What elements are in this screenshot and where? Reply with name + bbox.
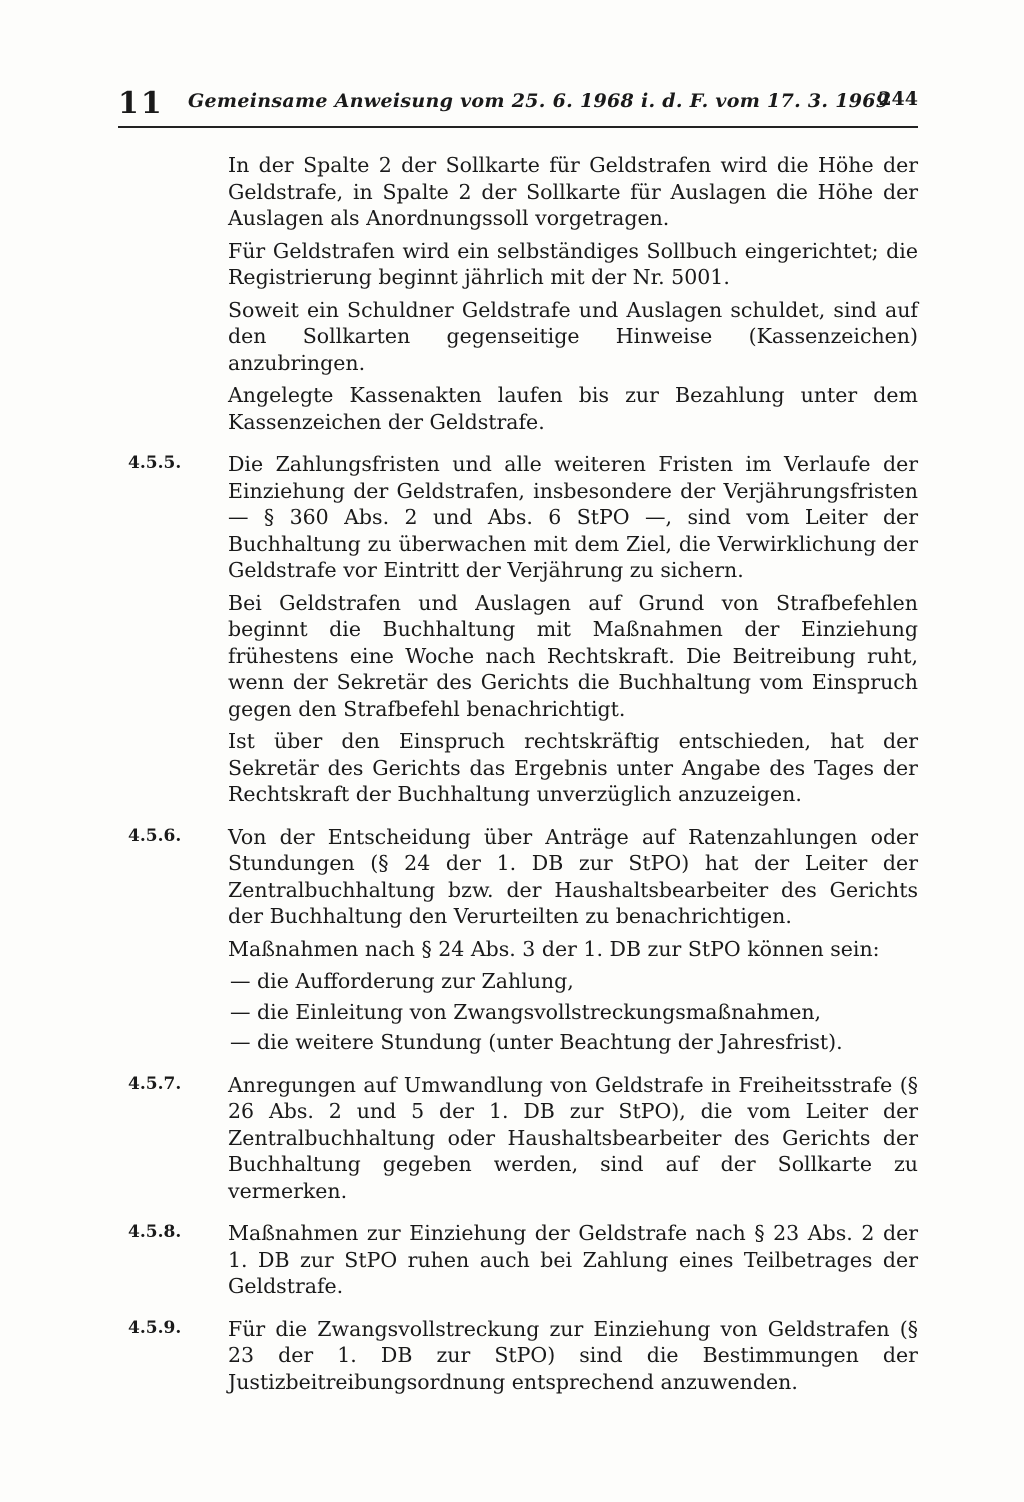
document-body	[0, 152, 1024, 1401]
paragraph: Ist über den Einspruch rechtskräftig entschieden, hat der Sekretär des Gerichts das Ergebnis unter Angabe des Tages der Rechtskraft der Buchhaltung unverzüglich anzuzeigen.	[228, 729, 918, 806]
paragraph: Für die Zwangsvollstreckung zur Einziehung von Geldstrafen (§ 23 der 1. DB zur StPO) sind die Bestimmungen der Justizbeitreibungsordnung entsprechend anzuwenden.	[228, 1316, 918, 1394]
paragraph: Soweit ein Schuldner Geldstrafe und Auslagen schuldet, sind auf den Sollkarten gegenseitige Hinweise (Kassenzeichen) anzubringen.	[228, 297, 918, 375]
paragraph: Maßnahmen zur Einziehung der Geldstrafe nach § 23 Abs. 2 der 1. DB zur StPO ruhen auch bei Zahlung eines Teilbetrages der Geldstrafe.	[228, 1221, 918, 1298]
section-number: 4.5.9.	[128, 1317, 182, 1338]
section-4-5-8	[0, 1220, 1024, 1300]
paragraph: Maßnahmen nach § 24 Abs. 3 der 1. DB zur StPO können sein:	[228, 936, 880, 961]
paragraph: Die Zahlungsfristen und alle weiteren Fristen im Verlaufe der Einziehung der Geldstrafen, insbesondere der Verjährungsfristen — § 360 Abs. 2 und Abs. 6 StPO —, sind vom Leiter der Buchhaltung zu überwachen mit dem Ziel, die Verwirklichung der Geldstrafe vor Eintritt der Verjährung zu sichern.	[228, 452, 918, 582]
list-item: — die Einleitung von Zwangsvollstreckungsmaßnahmen,	[230, 999, 822, 1024]
intro-block	[0, 152, 1024, 435]
list-item: — die weitere Stundung (unter Beachtung der Jahresfrist).	[230, 1030, 843, 1054]
section-number: 4.5.5.	[128, 453, 182, 473]
section-4-5-7	[0, 1072, 1024, 1205]
paragraph: Angelegte Kassenakten laufen bis zur Bezahlung unter dem Kassenzeichen der Geldstrafe.	[228, 383, 918, 434]
paragraph: Bei Geldstrafen und Auslagen auf Grund von Strafbefehlen beginnt die Buchhaltung mit Maßnahmen der Einziehung frühestens eine Woche nach Rechtskraft. Die Beitreibung ruht, wenn der Sekretär des Gerichts die Buchhaltung vom Einspruch gegen den Strafbefehl benachrichtigt.	[228, 590, 918, 721]
paragraph: Von der Entscheidung über Anträge auf Ratenzahlungen oder Stundungen (§ 24 der 1. DB zur StPO) hat der Leiter der Zentralbuchhaltung bzw. der Haushaltsbearbeiter des Gerichts der Buchhaltung den Verurteilten zu benachrichtigen.	[228, 824, 918, 928]
page-header	[118, 84, 918, 122]
list-item: — die Aufforderung zur Zahlung,	[230, 969, 574, 993]
header-title: Gemeinsame Anweisung vom 25. 6. 1968 i. d. F. vom 17. 3. 1969	[188, 90, 890, 112]
paragraph: Für Geldstrafen wird ein selbständiges Sollbuch eingerichtet; die Registrierung beginnt jährlich mit der Nr. 5001.	[228, 238, 918, 289]
section-number: 4.5.6.	[128, 825, 182, 846]
section-4-5-5	[0, 451, 1024, 808]
section-4-5-9	[0, 1316, 1024, 1396]
section-number: 4.5.8.	[128, 1222, 182, 1242]
paragraph: In der Spalte 2 der Sollkarte für Geldstrafen wird die Höhe der Geldstrafe, in Spalte 2 der Sollkarte für Auslagen die Höhe der Auslagen als Anordnungssoll vorgetragen.	[228, 153, 918, 230]
section-number: 4.5.7.	[128, 1073, 182, 1094]
paragraph: Anregungen auf Umwandlung von Geldstrafe in Freiheitsstrafe (§ 26 Abs. 2 und 5 der 1. DB zur StPO), die vom Leiter der Zentralbuchhaltung oder Haushaltsbearbeiter des Gerichts der Buchhaltung gegeben werden, sind auf der Sollkarte zu vermerken.	[228, 1072, 918, 1203]
header-rule	[118, 126, 918, 128]
page-number: 244	[878, 88, 918, 110]
section-4-5-6	[0, 824, 1024, 1056]
chapter-number: 11	[118, 86, 164, 121]
